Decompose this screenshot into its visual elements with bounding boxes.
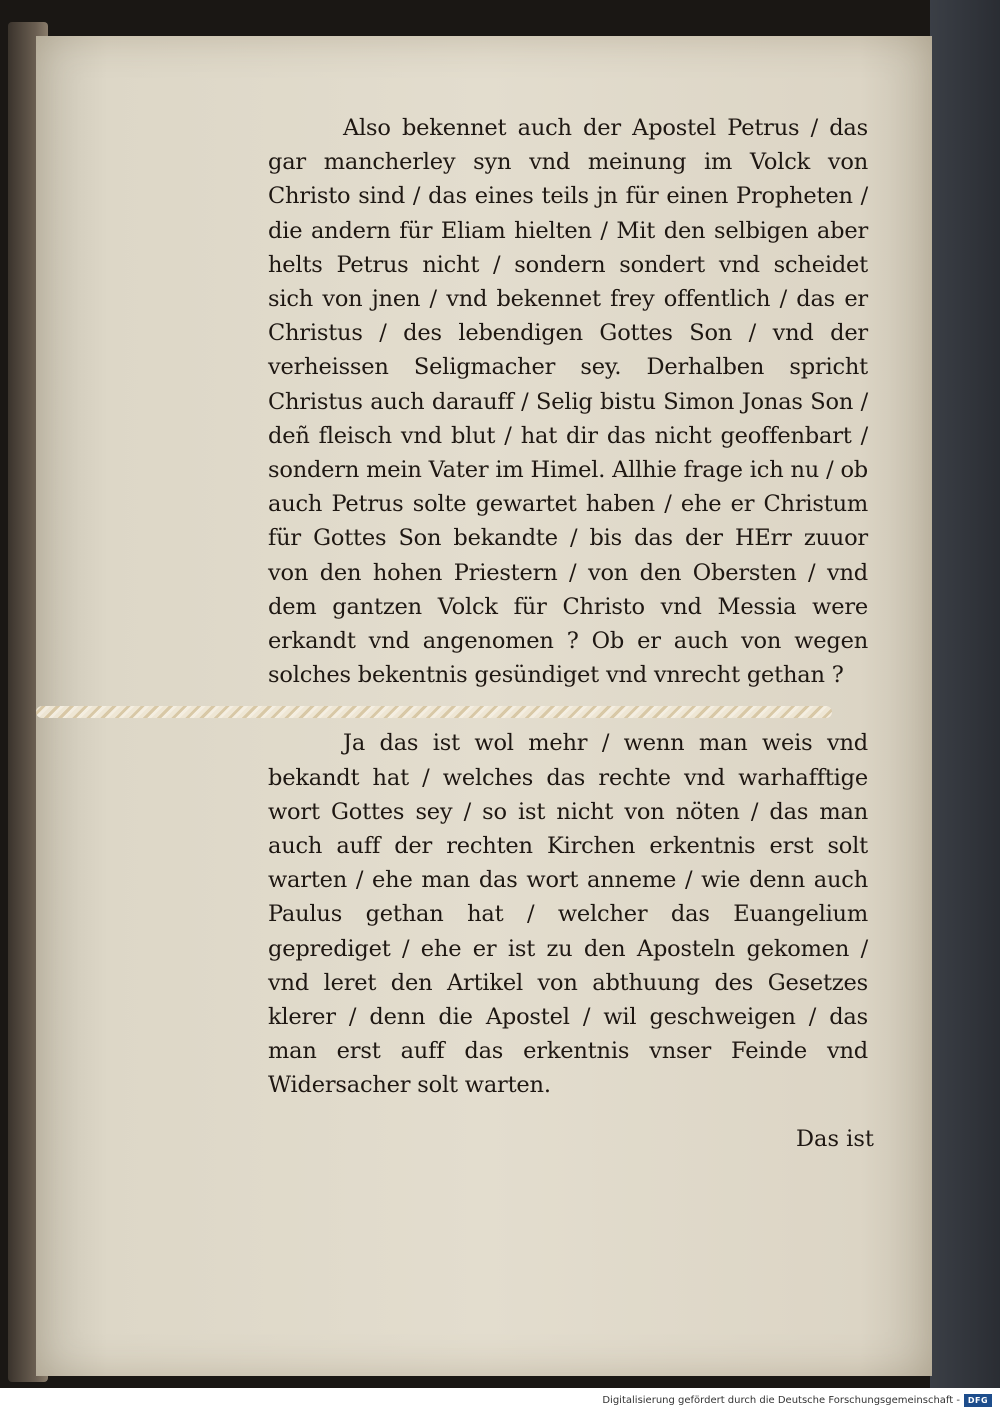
funding-credit: Digitalisierung gefördert durch die Deutsche Forschungsgemeinschaft - [602, 1395, 960, 1406]
paragraph-1: Also bekennet auch der Apostel Petrus / das gar mancherley syn vnd meinung im Volck von Christo sind / das eines teils jn für einen Propheten / die andern für Eliam hielten / Mit den selbigen aber helts Petrus nicht / sondern sondert vnd scheidet sich von jnen / vnd bekennet frey offentlich / das er Christus / des lebendigen Gottes Son / vnd der verheissen Seligmacher sey. Derhalben spricht Christus auch darauff / Selig bistu Simon Jonas Son / deñ fleisch vnd blut / hat dir das nicht geoffenbart / sondern mein Vater im Himel. Allhie frage ich nu / ob auch Petrus solte gewartet haben / ehe er Christum für Gottes Son bekandte / bis das der HErr zuuor von den hohen Priestern / von den Obersten / vnd dem gantzen Volck für Christo vnd Messia were erkandt vnd angenomen ? Ob er auch von wegen solches bekentnis gesündiget vnd vnrecht gethan ? [268, 115, 868, 689]
book-cover-right-edge [930, 0, 1000, 1388]
catchword: Das ist [796, 1126, 874, 1152]
page-text-block [268, 111, 868, 1103]
binding-thread [36, 706, 832, 718]
dfg-logo-icon: DFG [964, 1394, 992, 1407]
paragraph-2: Ja das ist wol mehr / wenn man weis vnd bekandt hat / welches das rechte vnd warhafftige wort Gottes sey / so ist nicht von nöten / das man auch auff der rechten Kirchen erkentnis erst solt warten / ehe man das wort anneme / wie denn auch Paulus gethan hat / welcher das Euangelium geprediget / ehe er ist zu den Aposteln gekomen / vnd leret den Artikel von abthuung des Gesetzes klerer / denn die Apostel / wil geschweigen / das man erst auff das erkentnis vnser Feinde vnd Widersacher solt warten. [268, 730, 868, 1099]
book-page [36, 36, 932, 1376]
